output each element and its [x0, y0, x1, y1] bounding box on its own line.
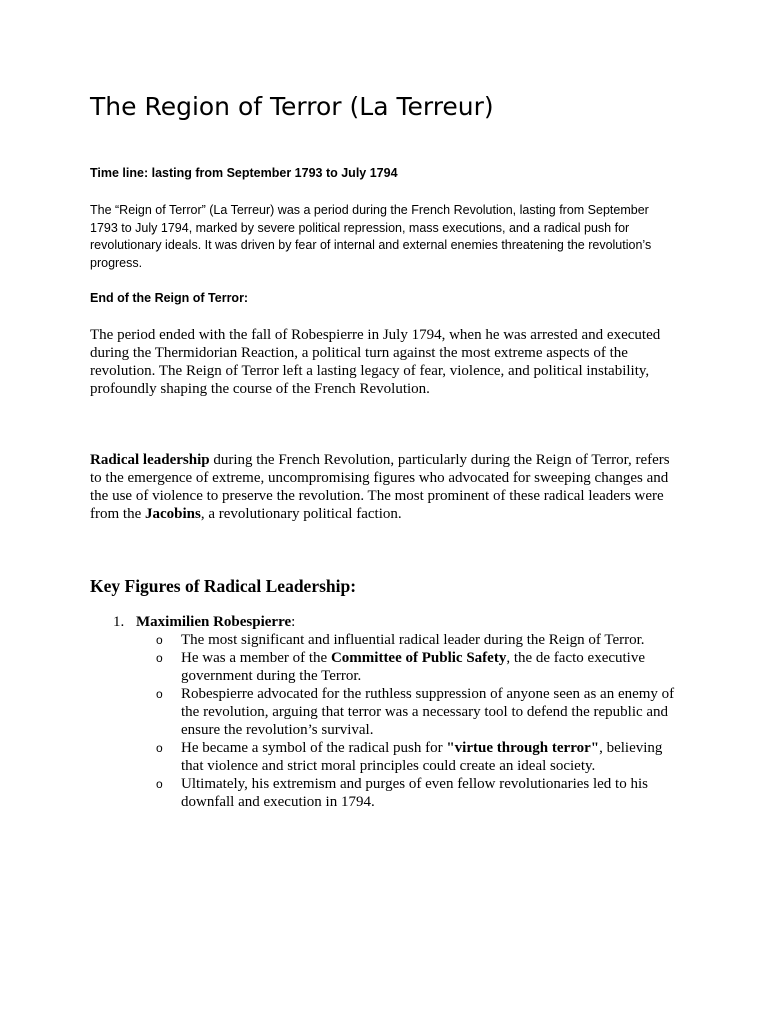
list-item — [156, 775, 686, 811]
bullet-list — [156, 631, 686, 811]
figure-colon: : — [291, 614, 296, 630]
end-of-terror-heading: End of the Reign of Terror: — [90, 291, 249, 305]
bullet-text — [181, 650, 645, 684]
bullet-text-end: , believing that violence and strict moral principles could create an ideal society. — [181, 740, 663, 774]
list-item — [156, 631, 686, 649]
committee-term: Committee of Public Safety — [330, 650, 507, 666]
bullet-marker: o — [156, 687, 163, 701]
list-item — [156, 649, 686, 685]
bullet-marker: o — [156, 633, 163, 647]
bullet-marker: o — [156, 741, 163, 755]
intro-paragraph: The “Reign of Terror” (La Terreur) was a period during the French Revolution, lasting from September 1793 to July 1794, marked by severe political repression, mass executions, and a radical push for revolutionary ideals. It was driven by fear of internal and external enemies threatening the revolution’s progress. — [90, 203, 652, 270]
bullet-marker: o — [156, 651, 163, 665]
radical-leadership-text: during the French Revolution, particularly during the Reign of Terror, refers to the emergence of extreme, uncompromising figures who advocated for sweeping changes and the use of violence to preserve the revolution. The most prominent of these radical leaders were from the — [90, 452, 670, 522]
document-title: The Region of Terror (La Terreur) — [90, 92, 494, 121]
end-of-terror-paragraph: The period ended with the fall of Robespierre in July 1794, when he was arrested and executed during the Thermidorian Reaction, a political turn against the most extreme aspects of the revolution. The Reign of Terror left a lasting legacy of fear, violence, and political instability, profoundly shaping the course of the French Revolution. — [90, 327, 661, 397]
bullet-text: Ultimately, his extremism and purges of even fellow revolutionaries led to his downfall and execution in 1794. — [181, 776, 648, 810]
figure-name-line — [136, 613, 295, 631]
list-number: 1. — [113, 614, 125, 630]
timeline-line: Time line: lasting from September 1793 to July 1794 — [90, 166, 398, 180]
bullet-text: Robespierre advocated for the ruthless suppression of anyone seen as an enemy of the revolution, arguing that terror was a necessary tool to defend the republic and ensure the revolution’s survival. — [181, 686, 675, 738]
radical-leadership-tail: , a revolutionary political faction. — [200, 506, 402, 522]
bullet-text-start: He was a member of the — [181, 650, 331, 666]
bullet-text — [181, 740, 662, 774]
bullet-text: The most significant and influential radical leader during the Reign of Terror. — [181, 632, 645, 648]
list-item — [156, 739, 686, 775]
list-item — [156, 685, 686, 739]
bullet-text-end: , the de facto executive government during the Terror. — [181, 650, 646, 684]
key-figures-heading: Key Figures of Radical Leadership: — [90, 576, 357, 596]
radical-leadership-term: Radical leadership — [90, 452, 210, 468]
figure-name: Maximilien Robespierre — [136, 614, 292, 630]
radical-leadership-paragraph — [90, 451, 680, 523]
bullet-marker: o — [156, 777, 163, 791]
jacobins-term: Jacobins — [144, 506, 201, 522]
bullet-text-start: He became a symbol of the radical push for — [181, 740, 447, 756]
virtue-through-terror-term: "virtue through terror" — [446, 740, 600, 756]
